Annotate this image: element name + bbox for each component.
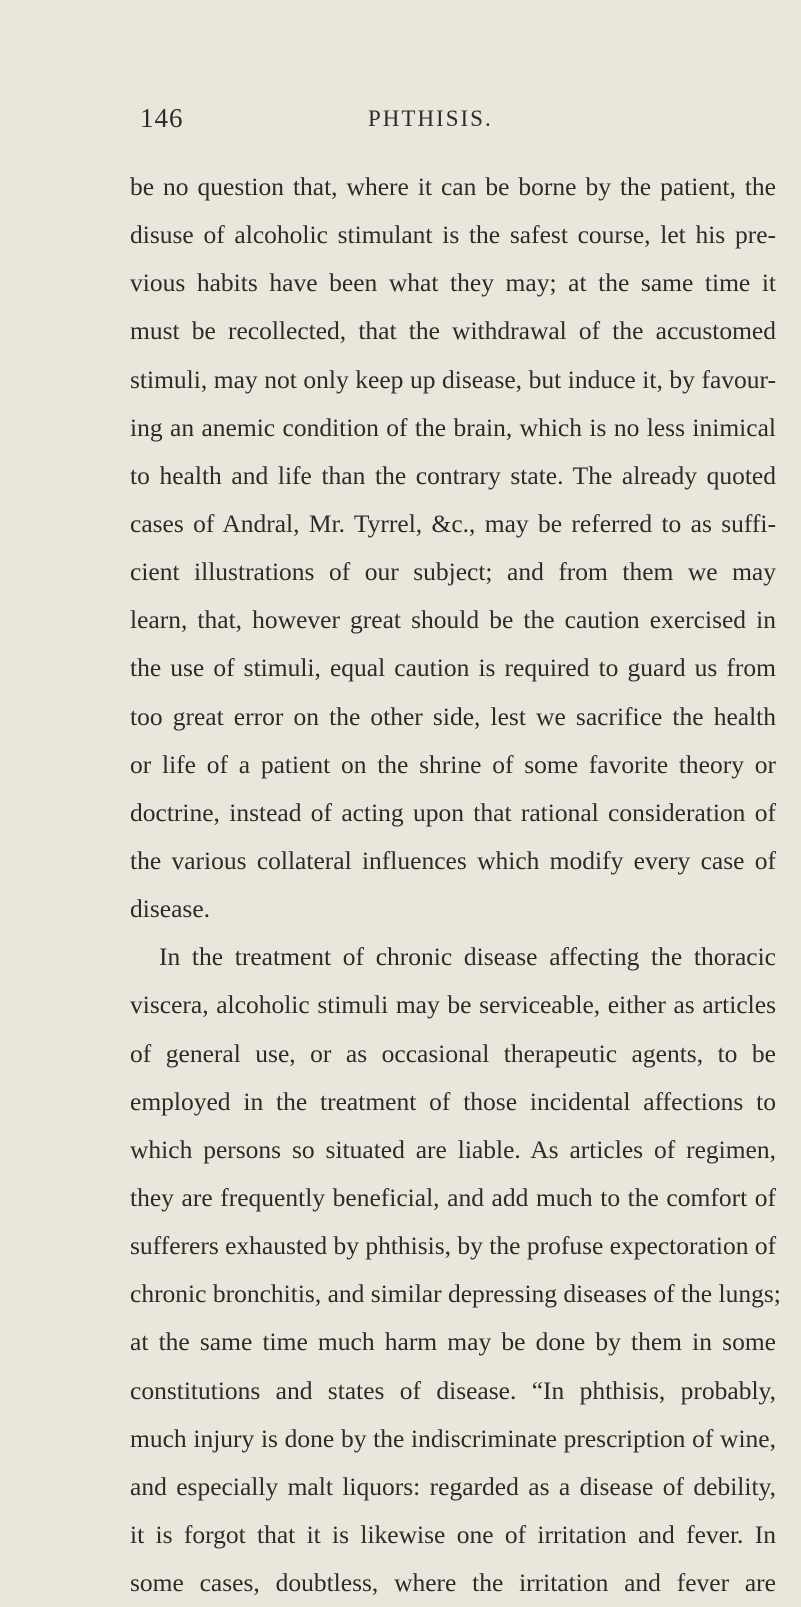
text-line: viscera, alcoholic stimuli may be serviceable, either as articles [130,990,776,1020]
text-line: much injury is done by the indiscriminate prescription of wine, [130,1423,776,1453]
text-line: learn, that, however great should be the caution exercised in [130,605,776,635]
text-line: some cases, doubtless, where the irritation and fever are [130,1568,776,1598]
text-line: cases of Andral, Mr. Tyrrel, &c., may be referred to as suffi- [130,508,776,538]
text-line: at the same time much harm may be done by them in some [130,1327,776,1357]
text-line: sufferers exhausted by phthisis, by the profuse expectoration of [130,1231,777,1261]
text-line: be no question that, where it can be borne by the patient, the [130,172,776,201]
text-line: the use of stimuli, equal caution is required to guard us from [130,653,776,683]
running-title: PHTHISIS. [368,106,493,131]
text-line: chronic bronchitis, and similar depressing diseases of the lungs; [130,1279,781,1309]
text-line: disuse of alcoholic stimulant is the safest course, let his pre- [130,220,776,250]
text-line: must be recollected, that the withdrawal of the accustomed [130,316,776,346]
paragraph-end-line: disease. [130,894,211,924]
paragraph-start-line: In the treatment of chronic disease affecting the thoracic [159,942,776,972]
text-line: employed in the treatment of those incidental affections to [130,1086,776,1116]
running-head [140,103,760,139]
text-line: they are frequently beneficial, and add much to the comfort of [130,1182,776,1212]
text-line: stimuli, may not only keep up disease, but induce it, by favour- [130,364,776,394]
text-line: and especially malt liquors: regarded as a disease of debility, [130,1471,776,1501]
text-line: vious habits have been what they may; at the same time it [130,268,776,298]
text-line: it is forgot that it is likewise one of irritation and fever. In [130,1519,776,1549]
text-line: which persons so situated are liable. As articles of regimen, [130,1134,776,1164]
text-line: of general use, or as occasional therapeutic agents, to be [130,1038,776,1068]
page-number: 146 [140,103,184,133]
text-line: ing an anemic condition of the brain, which is no less inimical [130,412,776,442]
body-text [130,163,781,1607]
text-line: the various collateral influences which modify every case of [130,845,776,875]
text-line: cient illustrations of our subject; and from them we may [130,557,776,587]
text-line: doctrine, instead of acting upon that rational consideration of [130,797,776,827]
text-line: constitutions and states of disease. “In phthisis, probably, [130,1375,776,1405]
text-line: or life of a patient on the shrine of some favorite theory or [130,749,776,779]
text-line: too great error on the other side, lest we sacrifice the health [130,701,776,731]
text-line: to health and life than the contrary state. The already quoted [130,460,776,490]
